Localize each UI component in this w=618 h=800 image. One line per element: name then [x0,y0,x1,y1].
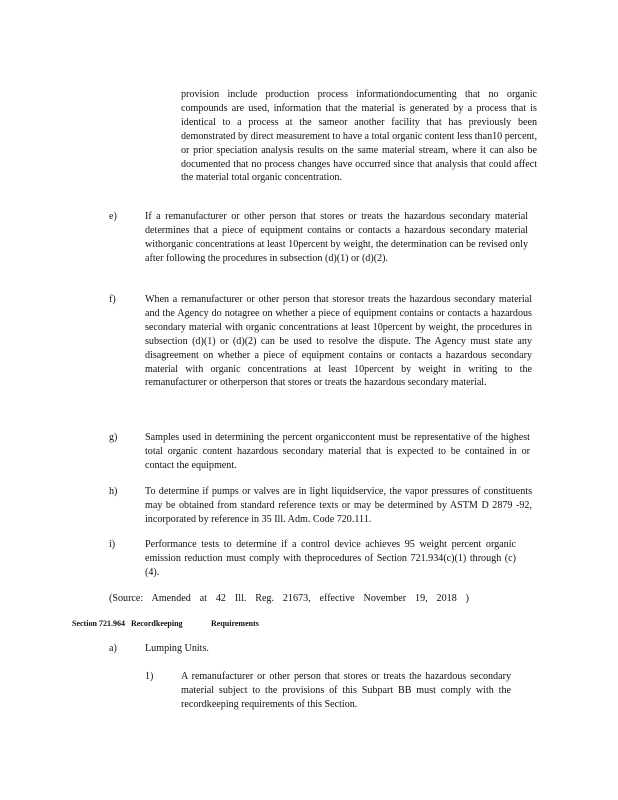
item-paragraph-g: Samples used in determining the percent organiccontent must be representative of the highest total organic content hazardous secondary material that is expected to be contained in or contact the equipment. [145,432,530,471]
subsection-heading-a: Lumping Units. [145,643,209,654]
section-word: Section [72,619,97,628]
item-paragraph-e: If a remanufacturer or other person that stores or treats the hazardous secondary material determines that a piece of equipment contains or contacts a hazardous secondary material withorganic concentrations at least 10percent by weight, the determination can be revised only after following the procedures in subsection (d)(1) or (d)(2). [145,211,528,264]
section-number: 721.964 [99,619,125,628]
section-heading [72,617,282,631]
continuation-paragraph: provision include production process informationdocumenting that no organic compounds are used, information that the material is generated by a process that is identical to a process at the sameor another facility that has previously been demonstrated by direct measurement to have a total organic content less than10 percent, or prior speciation analysis results on the same material stream, where it can also be documented that no process changes have occurred since that analysis that could affect the material total organic concentration. [181,89,537,184]
item-label-e: e) [109,211,117,222]
item-paragraph-f: When a remanufacturer or other person that storesor treats the hazardous secondary material and the Agency do notagree on whether a piece of equipment contains or contacts a hazardous secondary material with organic concentrations at least 10percent by weight, the procedures in subsection (d)(1) or (d)(2) can be used to resolve the dispute. The Agency must state any disagreement on whether a piece of equipment contains or contacts a hazardous secondary material with organic concentrations at least 10percent by weight in writing to the remanufacturer or otherperson that stores or treats the hazardous secondary material. [145,294,532,389]
item-label-g: g) [109,432,118,443]
section-title-word-1: Recordkeeping [131,619,183,628]
item-paragraph-i: Performance tests to determine if a control device achieves 95 weight percent organic emission reduction must comply with theprocedures of Section 721.934(c)(1) through (c)(4). [145,539,516,578]
source-note: (Source: Amended at 42 Ill. Reg. 21673, effective November 19, 2018 ) [109,593,469,604]
subsection-label-a1: 1) [145,671,154,682]
item-paragraph-h: To determine if pumps or valves are in light liquidservice, the vapor pressures of constituents may be obtained from standard reference texts or may be determined by ASTM D 2879 -92, incorporated by reference in 35 Ill. Adm. Code 720.111. [145,486,532,525]
subsection-paragraph-a1: A remanufacturer or other person that stores or treats the hazardous secondary material subject to the provisions of this Subpart BB must comply with the recordkeeping requirements of this Section. [181,671,511,710]
section-title-word-2: Requirements [211,619,259,628]
subsection-label-a: a) [109,643,117,654]
item-label-i: i) [109,539,116,550]
item-label-f: f) [109,294,116,305]
item-label-h: h) [109,486,118,497]
